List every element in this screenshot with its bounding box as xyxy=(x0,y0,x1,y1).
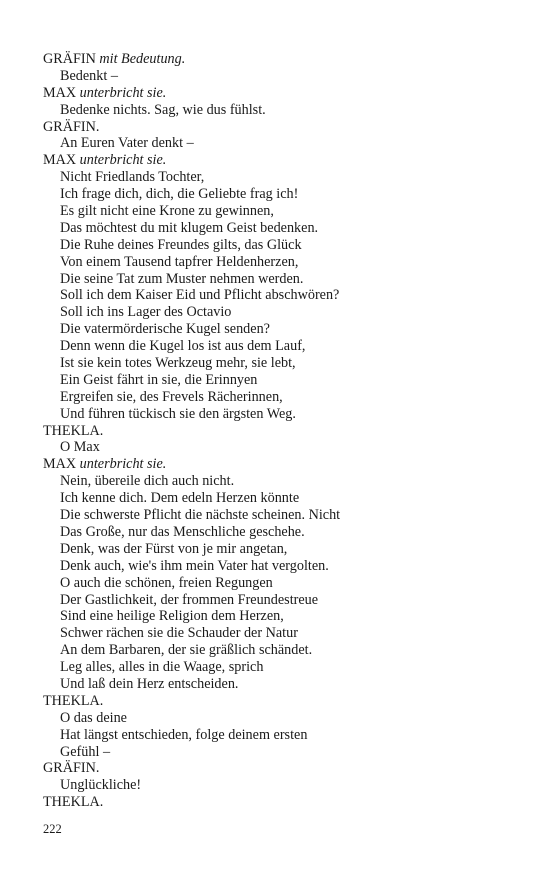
speaker-name: GRÄFIN. xyxy=(43,760,100,777)
speaker-name: GRÄFIN xyxy=(43,51,96,67)
speaker-line xyxy=(43,456,513,473)
speaker-line xyxy=(43,693,513,710)
speaker-name: GRÄFIN. xyxy=(43,118,100,135)
verse-line: Das Große, nur das Menschliche geschehe. xyxy=(60,523,305,540)
verse-line: Leg alles, alles in die Waage, sprich xyxy=(60,659,264,676)
verse-line: Ich frage dich, dich, die Geliebte frag ich! xyxy=(60,186,299,203)
verse-line: Ich kenne dich. Dem edeln Herzen könnte xyxy=(60,490,300,507)
verse-line: Bedenke nichts. Sag, wie dus fühlst. xyxy=(60,101,266,118)
verse-line: Schwer rächen sie die Schauder der Natur xyxy=(60,625,298,642)
verse-line: Gefühl – xyxy=(60,743,111,760)
verse-line: Unglückliche! xyxy=(60,777,142,794)
verse-line: Von einem Tausend tapfrer Heldenherzen, xyxy=(60,253,299,270)
speaker-line xyxy=(43,152,513,169)
verse-line: Ist sie kein totes Werkzeug mehr, sie lebt, xyxy=(60,355,296,372)
verse-line: Die schwerste Pflicht die nächste scheinen. Nicht xyxy=(60,507,341,524)
verse-line: O das deine xyxy=(60,709,127,726)
verse-line: Das möchtest du mit klugem Geist bedenken. xyxy=(60,219,319,236)
page-number: 222 xyxy=(43,822,62,836)
verse-line: An dem Barbaren, der sie gräßlich schändet. xyxy=(60,642,313,659)
verse-line: Soll ich dem Kaiser Eid und Pflicht abschwören? xyxy=(60,287,340,304)
speaker-name: THEKLA. xyxy=(43,794,104,811)
verse-line: Ergreifen sie, des Frevels Rächerinnen, xyxy=(60,388,283,405)
speaker-line xyxy=(43,760,513,777)
speaker-name: THEKLA. xyxy=(43,692,104,709)
speaker-line xyxy=(43,51,513,68)
verse-line: Ein Geist fährt in sie, die Erinnyen xyxy=(60,371,258,388)
verse-line: Die vatermörderische Kugel senden? xyxy=(60,321,270,338)
speaker-name: MAX xyxy=(43,456,77,473)
speaker-name: THEKLA. xyxy=(43,422,104,439)
stage-direction: unterbricht sie. xyxy=(79,456,167,473)
verse-line: Denk, was der Fürst von je mir angetan, xyxy=(60,540,288,557)
verse-line: Denk auch, wie's ihm mein Vater hat vergolten. xyxy=(60,557,329,574)
verse-line: Und führen tückisch sie den ärgsten Weg. xyxy=(60,405,296,422)
speaker-line xyxy=(43,119,513,136)
verse-line: Die seine Tat zum Muster nehmen werden. xyxy=(60,270,304,287)
verse-line: Nicht Friedlands Tochter, xyxy=(60,169,205,186)
verse-line: Es gilt nicht eine Krone zu gewinnen, xyxy=(60,203,274,220)
stage-direction: unterbricht sie. xyxy=(79,84,167,101)
speaker-name: MAX xyxy=(43,152,77,169)
verse-line: Nein, übereile dich auch nicht. xyxy=(60,473,235,490)
speaker-name: MAX xyxy=(43,84,77,101)
verse-line: O auch die schönen, freien Regungen xyxy=(60,574,273,591)
text-block xyxy=(43,51,513,811)
verse-line: Soll ich ins Lager des Octavio xyxy=(60,304,232,321)
verse-line: Bedenkt – xyxy=(60,67,118,84)
verse-line: Die Ruhe deines Freundes gilts, das Glück xyxy=(60,236,302,253)
verse-line: Sind eine heilige Religion dem Herzen, xyxy=(60,608,284,625)
stage-direction: mit Bedeutung. xyxy=(99,51,186,67)
verse-line: Hat längst entschieden, folge deinem ersten xyxy=(60,726,308,743)
speaker-line xyxy=(43,794,513,811)
verse-line: O Max xyxy=(60,439,100,456)
stage-direction: unterbricht sie. xyxy=(79,152,167,169)
verse-line: Denn wenn die Kugel los ist aus dem Lauf, xyxy=(60,338,306,355)
speaker-line xyxy=(43,85,513,102)
verse-line: An Euren Vater denkt – xyxy=(60,135,194,152)
speaker-line xyxy=(43,423,513,440)
verse-line: Und laß dein Herz entscheiden. xyxy=(60,675,239,692)
verse-line: Der Gastlichkeit, der frommen Freundestreue xyxy=(60,591,319,608)
